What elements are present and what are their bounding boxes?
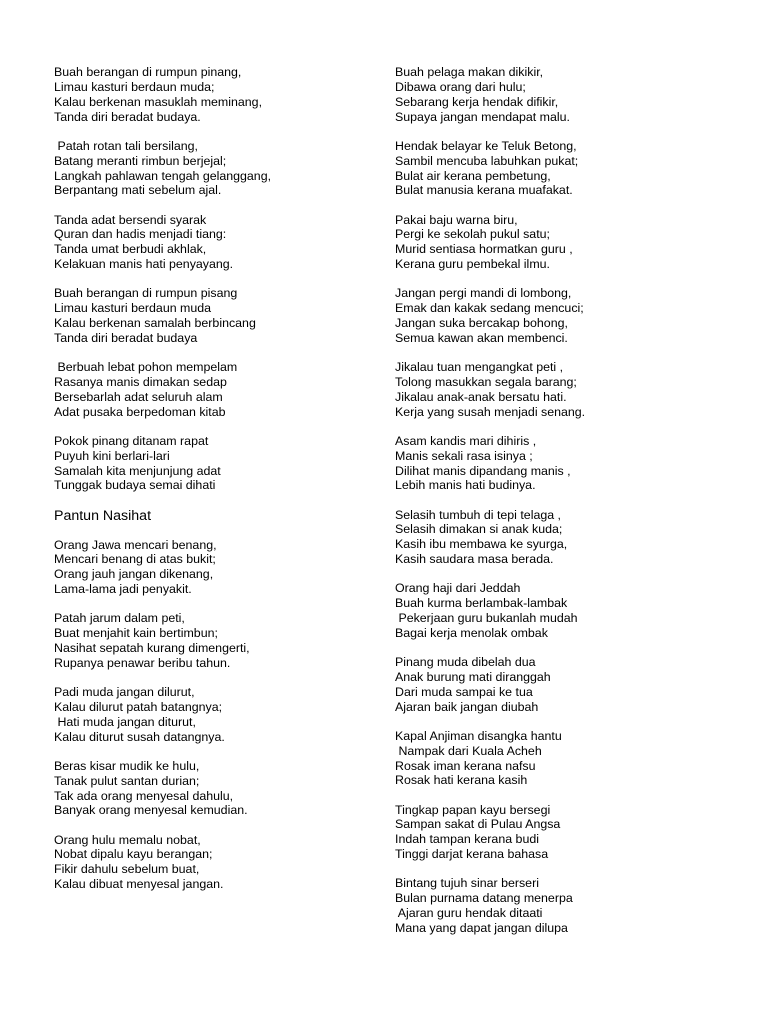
pantun-line: Patah jarum dalam peti, [54, 611, 185, 626]
pantun-line: Orang hulu memalu nobat, [54, 832, 201, 847]
pantun-stanza [395, 286, 725, 346]
section-heading-pantun-nasihat: Pantun Nasihat [54, 507, 152, 524]
pantun-line: Sampan sakat di Pulau Angsa [395, 817, 561, 832]
pantun-line: Fikir dahulu sebelum buat, [54, 862, 200, 877]
pantun-line: Dilihat manis dipandang manis , [395, 463, 571, 478]
pantun-stanza [54, 611, 384, 671]
pantun-stanza [395, 803, 725, 863]
pantun-line: Jikalau anak-anak bersatu hati. [395, 389, 567, 404]
pantun-line: Nasihat sepatah kurang dimengerti, [54, 641, 250, 656]
left-column [54, 65, 384, 906]
pantun-line: Pinang muda dibelah dua [395, 655, 536, 669]
pantun-line: Beras kisar mudik ke hulu, [54, 758, 200, 773]
pantun-line: Sebarang kerja hendak difikir, [395, 94, 559, 109]
pantun-line: Puyuh kini berlari-lari [54, 448, 170, 463]
pantun-stanza [395, 139, 725, 199]
pantun-line: Pokok pinang ditanam rapat [54, 433, 209, 448]
pantun-line: Murid sentiasa hormatkan guru , [395, 242, 573, 257]
pantun-line: Sambil mencuba labuhkan pukat; [395, 153, 579, 168]
pantun-line: Tunggak budaya semai dihati [54, 478, 216, 493]
pantun-stanza [54, 139, 384, 199]
pantun-line: Ajaran baik jangan diubah [395, 699, 539, 714]
pantun-line: Patah rotan tali bersilang, [54, 138, 198, 153]
pantun-line: Buah kurma berlambak-lambak [395, 596, 568, 611]
pantun-stanza [54, 213, 384, 273]
pantun-line: Samalah kita menjunjung adat [54, 463, 221, 478]
pantun-line: Kalau berkenan samalah berbincang [54, 316, 256, 331]
pantun-line: Quran dan hadis menjadi tiang: [54, 227, 227, 242]
right-column [395, 65, 725, 950]
pantun-line: Tingkap papan kayu bersegi [395, 802, 551, 817]
pantun-line: Hati muda jangan diturut, [54, 714, 196, 729]
left-stanzas-top [54, 65, 384, 493]
pantun-stanza [395, 434, 725, 494]
pantun-line: Lama-lama jadi penyakit. [54, 582, 192, 597]
pantun-stanza [54, 685, 384, 745]
pantun-line: Bintang tujuh sinar berseri [395, 876, 539, 891]
pantun-line: Bulat air kerana pembetung, [395, 168, 551, 183]
pantun-line: Langkah pahlawan tengah gelanggang, [54, 168, 272, 183]
pantun-line: Tinggi darjat kerana bahasa [395, 847, 549, 862]
pantun-line: Tanda diri beradat budaya [54, 330, 198, 345]
pantun-stanza [54, 538, 384, 598]
pantun-line: Kasih ibu membawa ke syurga, [395, 537, 568, 552]
pantun-line: Bagai kerja menolak ombak [395, 625, 548, 640]
left-stanzas-bottom [54, 538, 384, 893]
pantun-line: Supaya jangan mendapat malu. [395, 109, 570, 124]
pantun-line: Berpantang mati sebelum ajal. [54, 183, 222, 198]
pantun-line: Indah tampan kerana budi [395, 832, 539, 847]
pantun-line: Limau kasturi berdaun muda [54, 301, 212, 316]
pantun-line: Selasih dimakan si anak kuda; [395, 522, 563, 537]
pantun-line: Pergi ke sekolah pukul satu; [395, 227, 550, 242]
pantun-line: Tanda adat bersendi syarak [54, 212, 207, 227]
pantun-line: Adat pusaka berpedoman kitab [54, 404, 226, 419]
pantun-line: Jangan pergi mandi di lombong, [395, 286, 572, 301]
pantun-line: Dari muda sampai ke tua [395, 684, 533, 699]
pantun-line: Lebih manis hati budinya. [395, 478, 536, 493]
pantun-line: Pekerjaan guru bukanlah mudah [395, 611, 578, 626]
pantun-line: Jangan suka bercakap bohong, [395, 316, 568, 331]
pantun-stanza [395, 360, 725, 420]
pantun-line: Rasanya manis dimakan sedap [54, 374, 227, 389]
pantun-line: Bulat manusia kerana muafakat. [395, 183, 573, 198]
pantun-line: Batang meranti rimbun berjejal; [54, 153, 227, 168]
pantun-line: Tak ada orang menyesal dahulu, [54, 788, 234, 803]
pantun-line: Selasih tumbuh di tepi telaga , [395, 507, 562, 522]
pantun-line: Buah berangan di rumpun pinang, [54, 65, 242, 79]
pantun-stanza [54, 360, 384, 420]
pantun-line: Tolong masukkan segala barang; [395, 374, 577, 389]
pantun-line: Tanda diri beradat budaya. [54, 109, 201, 124]
right-stanzas [395, 65, 725, 936]
pantun-line: Rupanya penawar beribu tahun. [54, 655, 231, 670]
pantun-line: Emak dan kakak sedang mencuci; [395, 301, 584, 316]
pantun-line: Kerja yang susah menjadi senang. [395, 404, 586, 419]
pantun-stanza [54, 434, 384, 494]
pantun-line: Nobat dipalu kayu berangan; [54, 847, 213, 862]
pantun-line: Bersebarlah adat seluruh alam [54, 389, 223, 404]
pantun-line: Kapal Anjiman disangka hantu [395, 728, 562, 743]
pantun-line: Kalau dilurut patah batangnya; [54, 699, 223, 714]
pantun-line: Mana yang dapat jangan dilupa [395, 920, 568, 935]
pantun-line: Jikalau tuan mengangkat peti , [395, 360, 564, 374]
pantun-line: Kalau berkenan masuklah meminang, [54, 94, 263, 109]
pantun-stanza [54, 65, 384, 125]
pantun-line: Manis sekali rasa isinya ; [395, 448, 533, 463]
pantun-stanza [395, 729, 725, 789]
pantun-line: Orang haji dari Jeddah [395, 581, 521, 596]
pantun-line: Berbuah lebat pohon mempelam [54, 360, 238, 374]
pantun-stanza [395, 213, 725, 273]
pantun-line: Ajaran guru hendak ditaati [395, 906, 543, 921]
pantun-line: Tanak pulut santan durian; [54, 773, 200, 788]
pantun-stanza [395, 655, 725, 715]
pantun-stanza [54, 286, 384, 346]
pantun-line: Limau kasturi berdaun muda; [54, 79, 215, 94]
pantun-stanza [395, 876, 725, 936]
pantun-line: Hendak belayar ke Teluk Betong, [395, 138, 577, 153]
pantun-stanza [395, 581, 725, 641]
pantun-line: Padi muda jangan dilurut, [54, 685, 195, 699]
pantun-stanza [395, 508, 725, 568]
pantun-line: Kalau diturut susah datangnya. [54, 729, 225, 744]
pantun-line: Tanda umat berbudi akhlak, [54, 242, 207, 257]
pantun-line: Kerana guru pembekal ilmu. [395, 257, 550, 272]
pantun-line: Asam kandis mari dihiris , [395, 433, 537, 448]
pantun-line: Semua kawan akan membenci. [395, 330, 568, 345]
pantun-line: Buat menjahit kain bertimbun; [54, 626, 218, 641]
pantun-line: Nampak dari Kuala Acheh [395, 743, 542, 758]
pantun-line: Mencari benang di atas bukit; [54, 552, 216, 567]
pantun-line: Rosak hati kerana kasih [395, 773, 528, 788]
pantun-line: Pakai baju warna biru, [395, 212, 518, 227]
pantun-stanza [395, 65, 725, 125]
pantun-line: Buah pelaga makan dikikir, [395, 65, 544, 79]
pantun-line: Buah berangan di rumpun pisang [54, 286, 238, 301]
pantun-line: Orang Jawa mencari benang, [54, 537, 217, 552]
pantun-line: Orang jauh jangan dikenang, [54, 567, 214, 582]
pantun-line: Dibawa orang dari hulu; [395, 79, 526, 94]
pantun-line: Bulan purnama datang menerpa [395, 891, 573, 906]
pantun-stanza [54, 759, 384, 819]
pantun-line: Kelakuan manis hati penyayang. [54, 257, 234, 272]
pantun-line: Banyak orang menyesal kemudian. [54, 803, 248, 818]
pantun-line: Kalau dibuat menyesal jangan. [54, 877, 224, 892]
pantun-line: Rosak iman kerana nafsu [395, 758, 536, 773]
pantun-line: Kasih saudara masa berada. [395, 552, 554, 567]
pantun-stanza [54, 833, 384, 893]
pantun-line: Anak burung mati diranggah [395, 669, 551, 684]
